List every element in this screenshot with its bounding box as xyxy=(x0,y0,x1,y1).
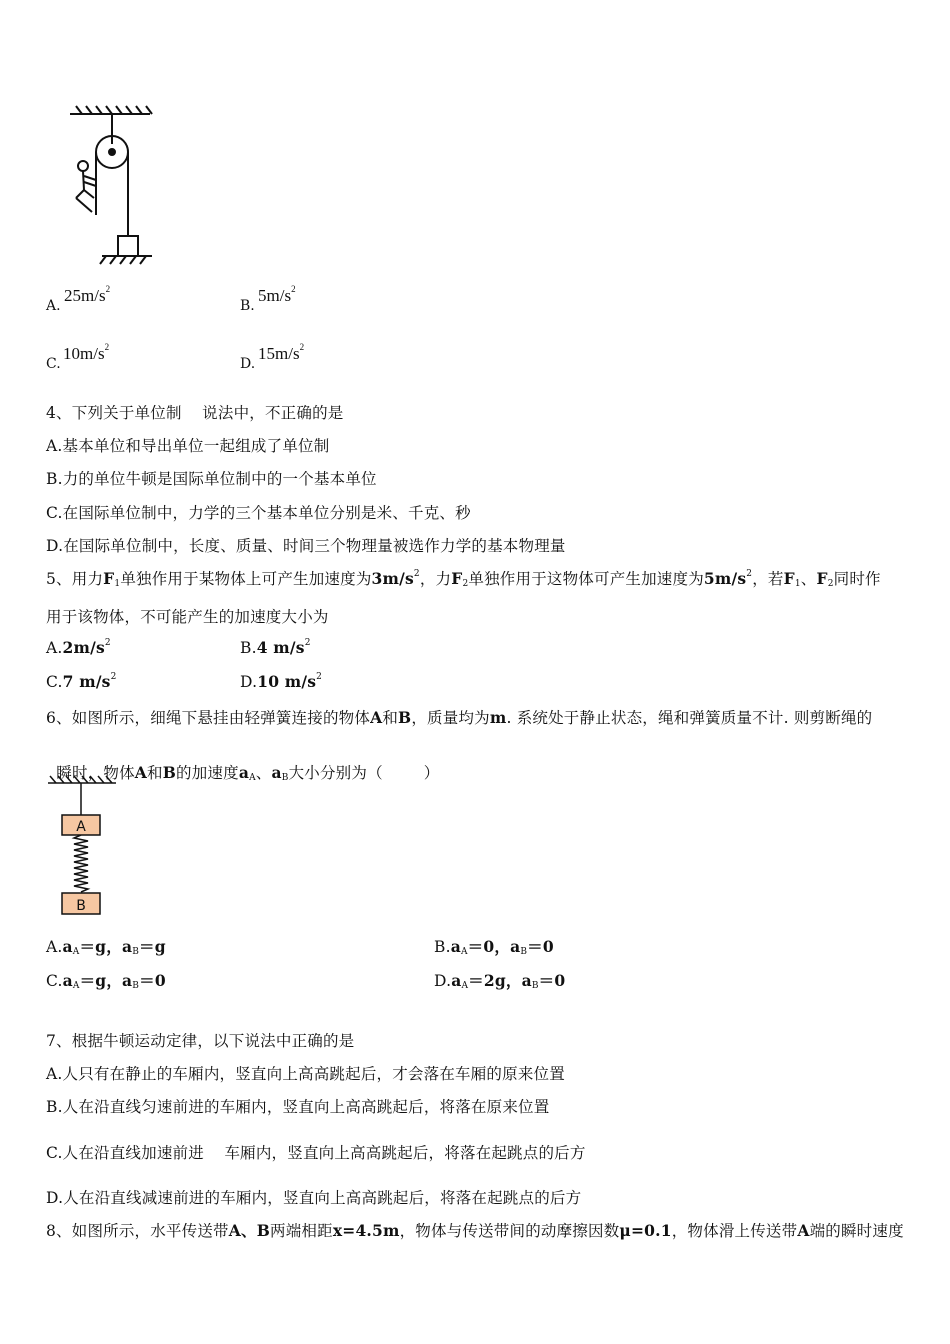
q3-option-b[interactable] xyxy=(240,298,255,314)
q5-stem-line2: 用于该物体，不可能产生的加速度大小为 xyxy=(46,608,329,626)
q6-option-d[interactable]: $D.a_A=2g$，$a_B=0$ xyxy=(434,971,566,991)
q6-option-a[interactable]: $A.a_A=g$，$a_B=g$ xyxy=(46,937,166,957)
block-a-label: A xyxy=(76,819,86,835)
pulley-figure xyxy=(62,100,162,268)
q5-option-c[interactable]: C.7 $m/s^2$ xyxy=(46,671,117,691)
q5-option-b[interactable]: B.4 $m/s^2$ xyxy=(240,637,311,657)
q6-stem-line1: 6、如图所示，细绳下悬挂由轻弹簧连接的物体A和B，质量均为m. 系统处于静止状态，绳和弹簧质量不计. 则剪断绳的 xyxy=(46,708,873,727)
q6-option-c[interactable]: $C.a_A=g$，$a_B=0$ xyxy=(46,971,166,991)
option-letter: D. xyxy=(240,356,256,372)
q4-option-a[interactable]: A.基本单位和导出单位一起组成了单位制 xyxy=(46,437,330,455)
q3-option-c[interactable] xyxy=(46,356,61,372)
q4-stem: 4、下列关于单位制 说法中，不正确的是 xyxy=(46,404,344,422)
q7-option-d[interactable]: D.人在沿直线减速前进的车厢内，竖直向上高高跳起后，将落在起跳点的后方 xyxy=(46,1189,582,1207)
spring-figure xyxy=(44,772,124,922)
q4-option-d[interactable]: D.在国际单位制中，长度、质量、时间三个物理量被选作力学的基本物理量 xyxy=(46,537,566,555)
q4-option-c[interactable]: C.在国际单位制中，力学的三个基本单位分别是米、千克、秒 xyxy=(46,504,471,522)
q7-stem: 7、根据牛顿运动定律，以下说法中正确的是 xyxy=(46,1032,355,1050)
q6-stem-line2: 瞬时，物体A和B的加速度$a_A$、$a_B$大小分别为（ ） xyxy=(56,763,440,783)
q7-option-a[interactable]: A.人只有在静止的车厢内，竖直向上高高跳起后，才会落在车厢的原来位置 xyxy=(46,1065,565,1083)
q3-option-c-value: $10m/s^2$ xyxy=(63,342,110,363)
option-letter: C. xyxy=(46,356,61,372)
q3-option-b-value: $5m/s^2$ xyxy=(258,284,296,305)
block-b-label: B xyxy=(76,898,86,914)
q5-option-d[interactable]: D.10 $m/s^2$ xyxy=(240,671,323,691)
q7-option-c[interactable]: C.人在沿直线加速前进 车厢内，竖直向上高高跳起后，将落在起跳点的后方 xyxy=(46,1144,586,1162)
q7-option-b[interactable]: B.人在沿直线匀速前进的车厢内，竖直向上高高跳起后，将落在原来位置 xyxy=(46,1098,550,1116)
q3-option-d-value: $15m/s^2$ xyxy=(258,342,305,363)
q5-stem-line1: 5、用力$F_1$单独作用于某物体上可产生加速度为$3m/s^2$，力$F_2$单独作用于这物体可产生加速度为$5m/s^2$，若$F_1$、$F_2$同时作 xyxy=(46,568,881,589)
q3-option-d[interactable] xyxy=(240,356,255,372)
q5-option-a[interactable]: $A.2m/s^2$ xyxy=(46,637,111,657)
q3-option-a-value: $25m/s^2$ xyxy=(64,284,111,305)
option-letter: B. xyxy=(240,298,255,314)
q4-option-b[interactable]: B.力的单位牛顿是国际单位制中的一个基本单位 xyxy=(46,470,377,488)
option-letter: A. xyxy=(46,298,61,314)
q3-option-a[interactable] xyxy=(46,298,61,314)
q6-option-b[interactable]: $B.a_A=0$，$a_B=0$ xyxy=(434,937,554,957)
q8-stem-line1: 8、如图所示，水平传送带A、B两端相距x=4.5m，物体与传送带间的动摩擦因数μ=0.1，物体滑上传送带A端的瞬时速度 xyxy=(46,1221,904,1240)
